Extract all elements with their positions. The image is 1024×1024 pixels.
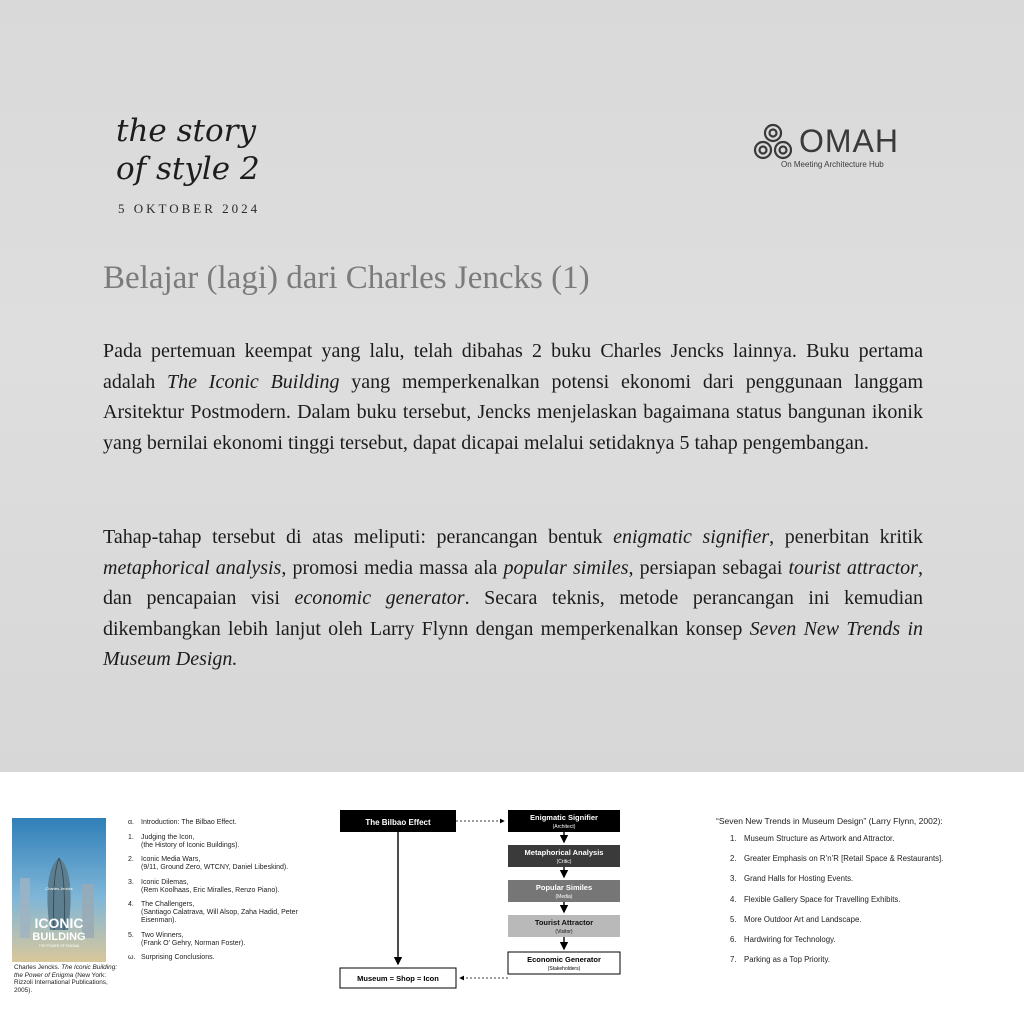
flow-step (508, 845, 620, 867)
toc-item: 5. Two Winners, (Frank O' Gehry, Norman Foster). (128, 931, 246, 947)
book-title-2: BUILDING (32, 931, 86, 943)
logo-subtitle: On Meeting Architecture Hub (781, 160, 884, 169)
series-title-line1: the story (116, 113, 256, 149)
flow-step (508, 810, 620, 832)
flow-step (508, 880, 620, 902)
logo-name: OMAH (799, 123, 899, 159)
flow-step-role: (Media) (555, 894, 573, 900)
book-author: Charles Jencks (45, 886, 73, 891)
trend-item: 1. Museum Structure as Artwork and Attractor. (730, 834, 895, 843)
trend-item: 7. Parking as a Top Priority. (730, 955, 830, 965)
toc-item: 1. Judging the Icon, (the History of Iconic Buildings). (128, 833, 240, 849)
bilbao-effect-label: The Bilbao Effect (365, 818, 431, 827)
toc-item: 3. Iconic Dilemas, (Rem Koolhaas, Eric Miralles, Renzo Piano). (128, 878, 280, 894)
flow-step-role: (Architect) (552, 824, 576, 830)
flow-step-role: (Critic) (556, 859, 572, 865)
flow-step-title: Popular Similes (535, 883, 593, 892)
trend-item: 3. Grand Halls for Hosting Events. (730, 874, 854, 884)
paragraph-2: Tahap-tahap tersebut di atas meliputi: perancangan bentuk enigmatic signifier, penerbitan kritik metaphorical analysis, promosi media massa ala popular similes, persiapan sebagai tourist attractor, dan pencapaian visi economic generator. Secara teknis, metode perancangan ini kemudian dikembangkan lebih lanjut oleh Larry Flynn dengan memperkenalkan konsep Seven New Trends in Museum Design. (103, 526, 924, 670)
trends-title: “Seven New Trends in Museum Design” (Larry Flynn, 2002): (716, 816, 943, 826)
table-of-contents (128, 819, 318, 969)
toc-item: α. Introduction: The Bilbao Effect. (128, 819, 237, 826)
series-title (116, 112, 316, 188)
book-subtitle: THE POWER OF ENIGMA (38, 944, 80, 948)
toc-item: 4. The Challengers, (Santiago Calatrava, Will Alsop, Zaha Hadid, Peter Eisenman). (128, 901, 298, 924)
flow-step-title: Metaphorical Analysis (524, 848, 604, 857)
flow-step-role: (Stakeholders) (547, 966, 581, 972)
trend-item: 6. Hardwiring for Technology. (730, 934, 836, 944)
book-title-1: ICONIC (34, 915, 84, 931)
flow-step-title: Tourist Attractor (534, 918, 594, 927)
trend-item: 2. Greater Emphasis on R’n’R [Retail Space & Restaurants]. (730, 854, 944, 864)
bilbao-effect-diagram (336, 806, 626, 996)
triple-spiral-icon (751, 121, 795, 165)
flow-step (508, 952, 620, 974)
paragraph-1: Pada pertemuan keempat yang lalu, telah dibahas 2 buku Charles Jencks lainnya. Buku pertama adalah The Iconic Building yang memperkenalkan potensi ekonomi dari penggunaan langgam Arsitektur Postmodern. Dalam buku tersebut, Jencks menjelaskan bagaimana status bangunan ikonik yang bernilai ekonomi tinggi tersebut, dapat dicapai melalui setidaknya 5 tahap pengembangan. (103, 340, 924, 454)
series-title-line2: of style 2 (116, 151, 260, 187)
book-cover (12, 818, 106, 962)
toc-item: ω. Surprising Conclusions. (128, 954, 215, 961)
trend-item: 4. Flexible Gallery Space for Travelling Exhibits. (730, 894, 901, 904)
museum-shop-icon-label: Museum = Shop = Icon (357, 974, 439, 983)
reference-panel (0, 772, 1024, 1024)
seven-trends-list (716, 816, 1006, 975)
trend-item: 5. More Outdoor Art and Landscape. (730, 914, 862, 924)
omah-logo (751, 121, 921, 171)
toc-item: 2. Iconic Media Wars, (9/11, Ground Zero, WTCNY, Daniel Libeskind). (128, 856, 289, 871)
page-heading: Belajar (lagi) dari Charles Jencks (1) (103, 260, 590, 296)
flow-step-role: (Visitor) (555, 929, 573, 935)
flow-step-title: Enigmatic Signifier (530, 813, 598, 822)
flow-step (508, 915, 620, 937)
flow-step-title: Economic Generator (527, 955, 601, 964)
event-date: 5 OKTOBER 2024 (118, 201, 261, 216)
book-caption: Charles Jencks. The Iconic Building: the Power of Enigma (New York: Rizzoli International Publications, 2005). (14, 964, 118, 994)
